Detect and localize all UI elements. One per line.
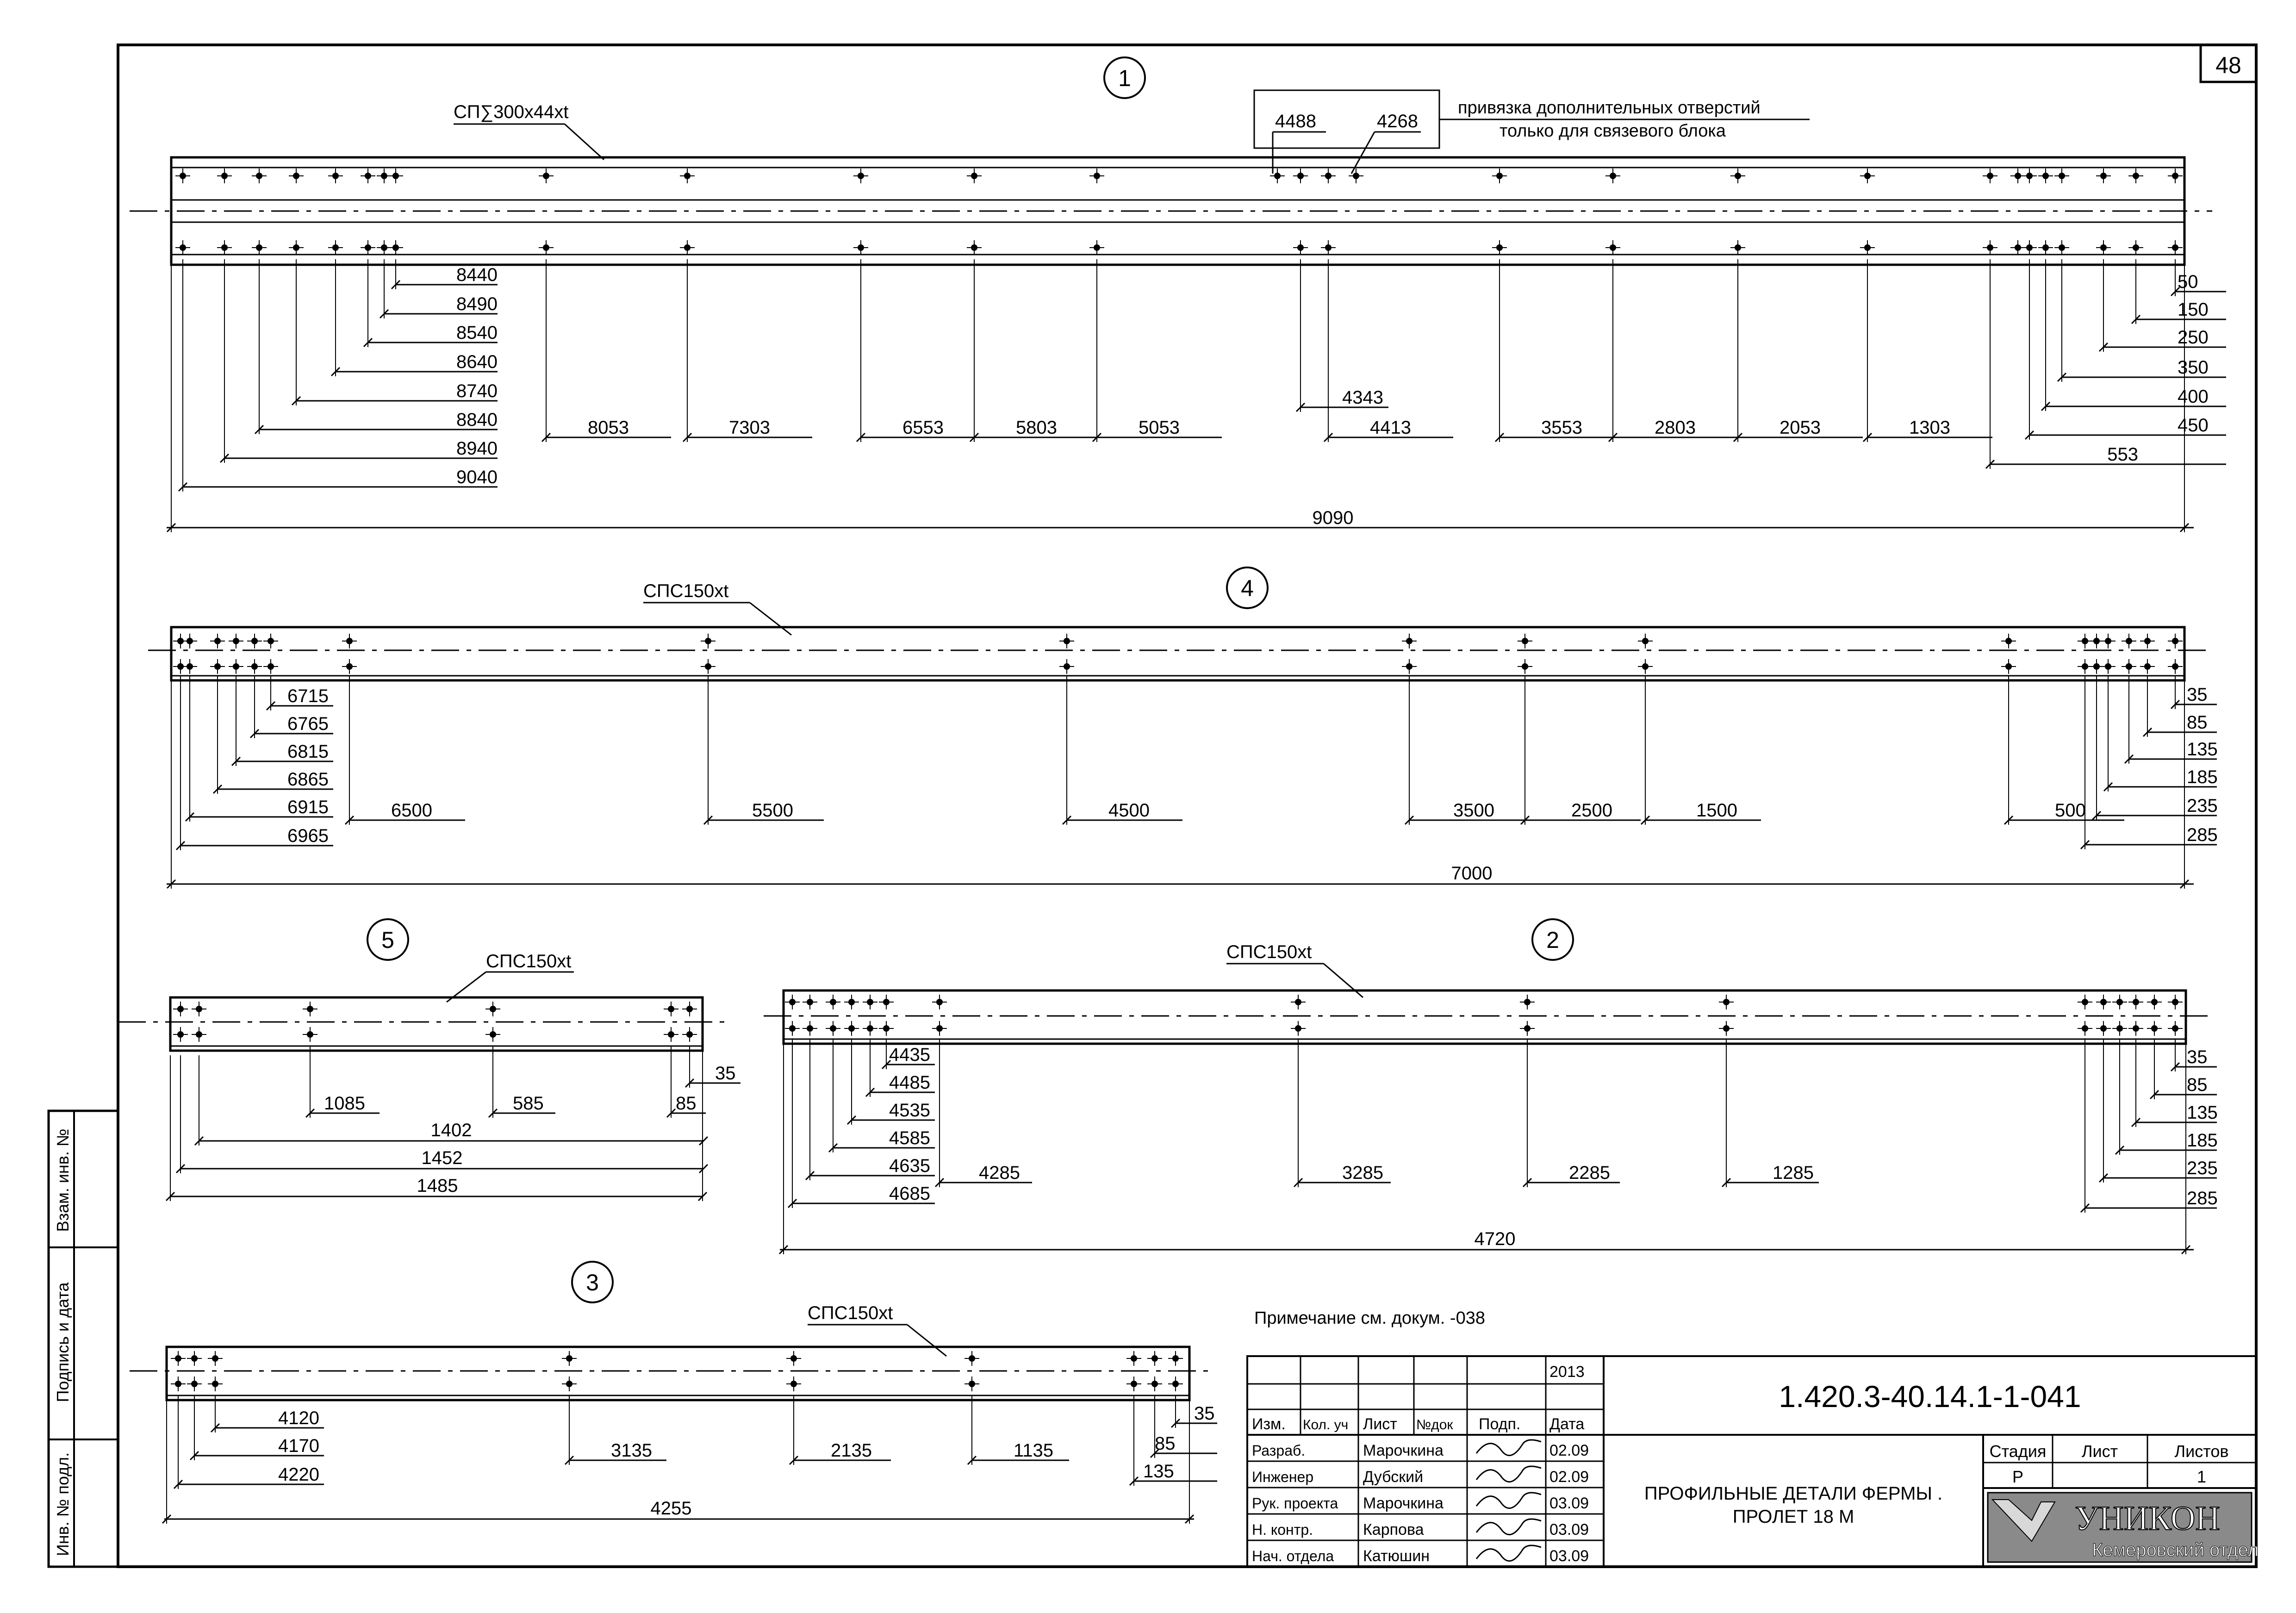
part-1-total: 9090 <box>1312 508 1354 528</box>
dimension-value: 1285 <box>1773 1163 1814 1183</box>
dimension-value: 6815 <box>287 741 329 762</box>
doc-code: 1.420.3-40.14.1-1-041 <box>1779 1379 2081 1414</box>
part-5 <box>118 919 740 1201</box>
stamp-original-inv: Инв. № подл. <box>53 1452 72 1557</box>
dimension-value: 6715 <box>287 686 329 706</box>
dimension-value: 3285 <box>1342 1163 1383 1183</box>
dimension-value: 2285 <box>1569 1163 1610 1183</box>
dimension-value: 3500 <box>1453 800 1494 821</box>
dimension-value: 400 <box>2178 386 2209 407</box>
dimension-value: 6965 <box>287 826 329 846</box>
dimension-value: 2135 <box>831 1440 872 1461</box>
part-4-number: 4 <box>1241 575 1254 601</box>
part-4-beam <box>171 627 2184 680</box>
dimension-value: 8740 <box>456 381 498 401</box>
dimension-value: 235 <box>2187 796 2218 816</box>
dimension-value: 553 <box>2107 444 2138 465</box>
part-2-profile: СПС150xt <box>1226 942 1312 962</box>
dimension-value: 4635 <box>889 1156 930 1176</box>
dimension-value: 3135 <box>611 1440 652 1461</box>
dimension-value: 9040 <box>456 467 498 487</box>
dimension-value: 1452 <box>421 1148 463 1168</box>
dimension-value: 8940 <box>456 438 498 459</box>
tb-date: 02.09 <box>1549 1468 1589 1486</box>
dimension-value: 500 <box>2055 800 2086 821</box>
drawing-title-line-1: ПРОФИЛЬНЫЕ ДЕТАЛИ ФЕРМЫ . <box>1644 1483 1943 1504</box>
part-2-total: 4720 <box>1474 1229 1516 1249</box>
tb-date: 03.09 <box>1549 1521 1589 1538</box>
dimension-value: 1303 <box>1909 417 1950 438</box>
dimension-value: 1402 <box>430 1120 472 1140</box>
tb-name: Марочкина <box>1363 1495 1444 1512</box>
dimension-value: 1500 <box>1696 800 1737 821</box>
dimension-value: 5053 <box>1139 417 1180 438</box>
part-5-beam <box>170 997 703 1051</box>
part-2 <box>764 919 2218 1254</box>
dimension-value: 8440 <box>456 265 498 285</box>
tb-header-sign: Подп. <box>1479 1415 1521 1433</box>
tb-name: Дубский <box>1363 1468 1424 1486</box>
extra-hole-1: 4488 <box>1275 111 1316 131</box>
tb-date: 03.09 <box>1549 1495 1589 1512</box>
dimension-value: 85 <box>676 1093 697 1114</box>
dimension-value: 6553 <box>902 417 944 438</box>
dimension-value: 8540 <box>456 323 498 343</box>
stage-value: Р <box>2012 1467 2024 1486</box>
part-2-number: 2 <box>1546 927 1559 953</box>
dimension-value: 8053 <box>588 417 629 438</box>
dimension-value: 6500 <box>391 800 432 821</box>
part-4-profile: СПС150xt <box>643 581 729 601</box>
signature <box>1476 1466 1541 1482</box>
part-1-number: 1 <box>1118 65 1131 91</box>
dimension-value: 285 <box>2187 825 2218 845</box>
dimension-value: 1085 <box>324 1093 365 1114</box>
dimension-value: 4500 <box>1108 800 1150 821</box>
tb-year: 2013 <box>1549 1363 1585 1381</box>
part-3-beam <box>167 1347 1189 1400</box>
dimension-value: 35 <box>1194 1403 1215 1424</box>
tb-header-date: Дата <box>1549 1415 1585 1433</box>
dimension-value: 8490 <box>456 294 498 314</box>
company-name: УНИКОН <box>2075 1500 2220 1538</box>
part-5-profile: СПС150xt <box>486 951 572 972</box>
dimension-value: 235 <box>2187 1158 2218 1178</box>
dimension-value: 6765 <box>287 714 329 734</box>
part-1-profile: СП∑300x44xt <box>454 102 569 122</box>
dimension-value: 6865 <box>287 769 329 790</box>
tb-role: Нач. отдела <box>1252 1548 1334 1564</box>
dimension-value: 35 <box>2187 685 2208 705</box>
stamp-replacement-inv: Взам. инв. № <box>53 1128 72 1232</box>
dimension-value: 35 <box>2187 1047 2208 1067</box>
stamp-signature-date: Подпись и дата <box>53 1282 72 1402</box>
title-block <box>1247 1356 2259 1567</box>
dimension-value: 350 <box>2178 357 2209 378</box>
dimension-value: 4435 <box>889 1045 930 1065</box>
dimension-value: 1135 <box>1014 1440 1054 1461</box>
dimension-value: 4413 <box>1370 417 1411 438</box>
hole-note-line-2: только для связевого блока <box>1500 121 1726 141</box>
dimension-value: 1485 <box>417 1176 458 1196</box>
dimension-value: 2803 <box>1655 417 1696 438</box>
sheets-value: 1 <box>2196 1467 2207 1486</box>
stage-label: Стадия <box>1989 1442 2047 1461</box>
dimension-value: 4585 <box>889 1128 930 1148</box>
part-2-beam <box>784 990 2186 1044</box>
dimension-value: 450 <box>2178 415 2209 436</box>
hole-note-line-1: привязка дополнительных отверстий <box>1458 98 1761 118</box>
tb-header-change: Изм. <box>1252 1415 1286 1433</box>
tb-role: Инженер <box>1252 1469 1314 1485</box>
tb-header-qty: Кол. уч <box>1303 1417 1349 1432</box>
part-4-total: 7000 <box>1451 863 1493 884</box>
dimension-value: 6915 <box>287 797 329 817</box>
dimension-value: 4535 <box>889 1100 930 1121</box>
signature <box>1476 1545 1541 1561</box>
signature <box>1476 1519 1541 1535</box>
dimension-value: 185 <box>2187 1130 2218 1151</box>
tb-role: Н. контр. <box>1252 1521 1313 1538</box>
dimension-value: 5500 <box>752 800 793 821</box>
dimension-value: 2500 <box>1571 800 1612 821</box>
tb-header-docnum: №док <box>1416 1417 1453 1432</box>
part-4 <box>148 567 2218 889</box>
tb-date: 03.09 <box>1549 1547 1589 1565</box>
dimension-value: 4170 <box>278 1436 319 1456</box>
dimension-value: 3553 <box>1541 417 1582 438</box>
dimension-value: 7303 <box>729 417 770 438</box>
dimension-value: 4485 <box>889 1072 930 1093</box>
tb-name: Марочкина <box>1363 1442 1444 1459</box>
dimension-value: 8640 <box>456 352 498 372</box>
dimension-value: 135 <box>2187 1102 2218 1123</box>
part-1 <box>130 57 2226 532</box>
dimension-value: 85 <box>2187 1075 2208 1095</box>
dimension-value: 4120 <box>278 1408 319 1428</box>
dimension-value: 35 <box>715 1063 736 1084</box>
drawing-title-line-2: ПРОЛЕТ 18 М <box>1732 1507 1854 1527</box>
part-3-total: 4255 <box>650 1498 692 1519</box>
sheet-frame <box>118 45 2256 1567</box>
tb-role: Рук. проекта <box>1252 1495 1338 1512</box>
dimension-value: 85 <box>1155 1433 1176 1454</box>
tb-name: Катюшин <box>1363 1547 1430 1565</box>
dimension-value: 50 <box>2178 272 2198 292</box>
sheets-label: Листов <box>2174 1442 2229 1461</box>
dimension-value: 135 <box>1143 1461 1174 1482</box>
part-3 <box>130 1262 1217 1524</box>
company-department: Кемеровский отдел <box>2092 1540 2259 1560</box>
dimension-value: 2053 <box>1780 417 1821 438</box>
dimension-value: 4220 <box>278 1464 319 1485</box>
tb-date: 02.09 <box>1549 1442 1589 1459</box>
dimension-value: 4685 <box>889 1183 930 1204</box>
sheet-number: 48 <box>2215 52 2241 78</box>
side-stamp <box>49 1111 118 1567</box>
dimension-value: 585 <box>513 1093 544 1114</box>
dimension-value: 135 <box>2187 739 2218 760</box>
dimension-value: 185 <box>2187 767 2218 787</box>
dimension-value: 4285 <box>979 1163 1020 1183</box>
tb-role: Разраб. <box>1252 1442 1306 1459</box>
dimension-value: 285 <box>2187 1188 2218 1208</box>
part-3-profile: СПС150xt <box>808 1303 893 1323</box>
dimension-value: 5803 <box>1016 417 1057 438</box>
signature <box>1476 1493 1541 1508</box>
note-text: Примечание см. докум. -038 <box>1254 1308 1485 1328</box>
dimension-value: 250 <box>2178 327 2209 348</box>
part-5-number: 5 <box>381 927 394 953</box>
part-3-number: 3 <box>586 1270 599 1295</box>
signature <box>1476 1440 1541 1456</box>
sheet-label: Лист <box>2081 1442 2118 1461</box>
tb-header-sheet: Лист <box>1363 1415 1397 1433</box>
tb-name: Карпова <box>1363 1521 1424 1538</box>
dimension-value: 4343 <box>1342 387 1383 408</box>
dimension-value: 150 <box>2178 299 2209 320</box>
extra-hole-2: 4268 <box>1377 111 1418 131</box>
dimension-value: 8840 <box>456 410 498 430</box>
dimension-value: 85 <box>2187 712 2208 733</box>
